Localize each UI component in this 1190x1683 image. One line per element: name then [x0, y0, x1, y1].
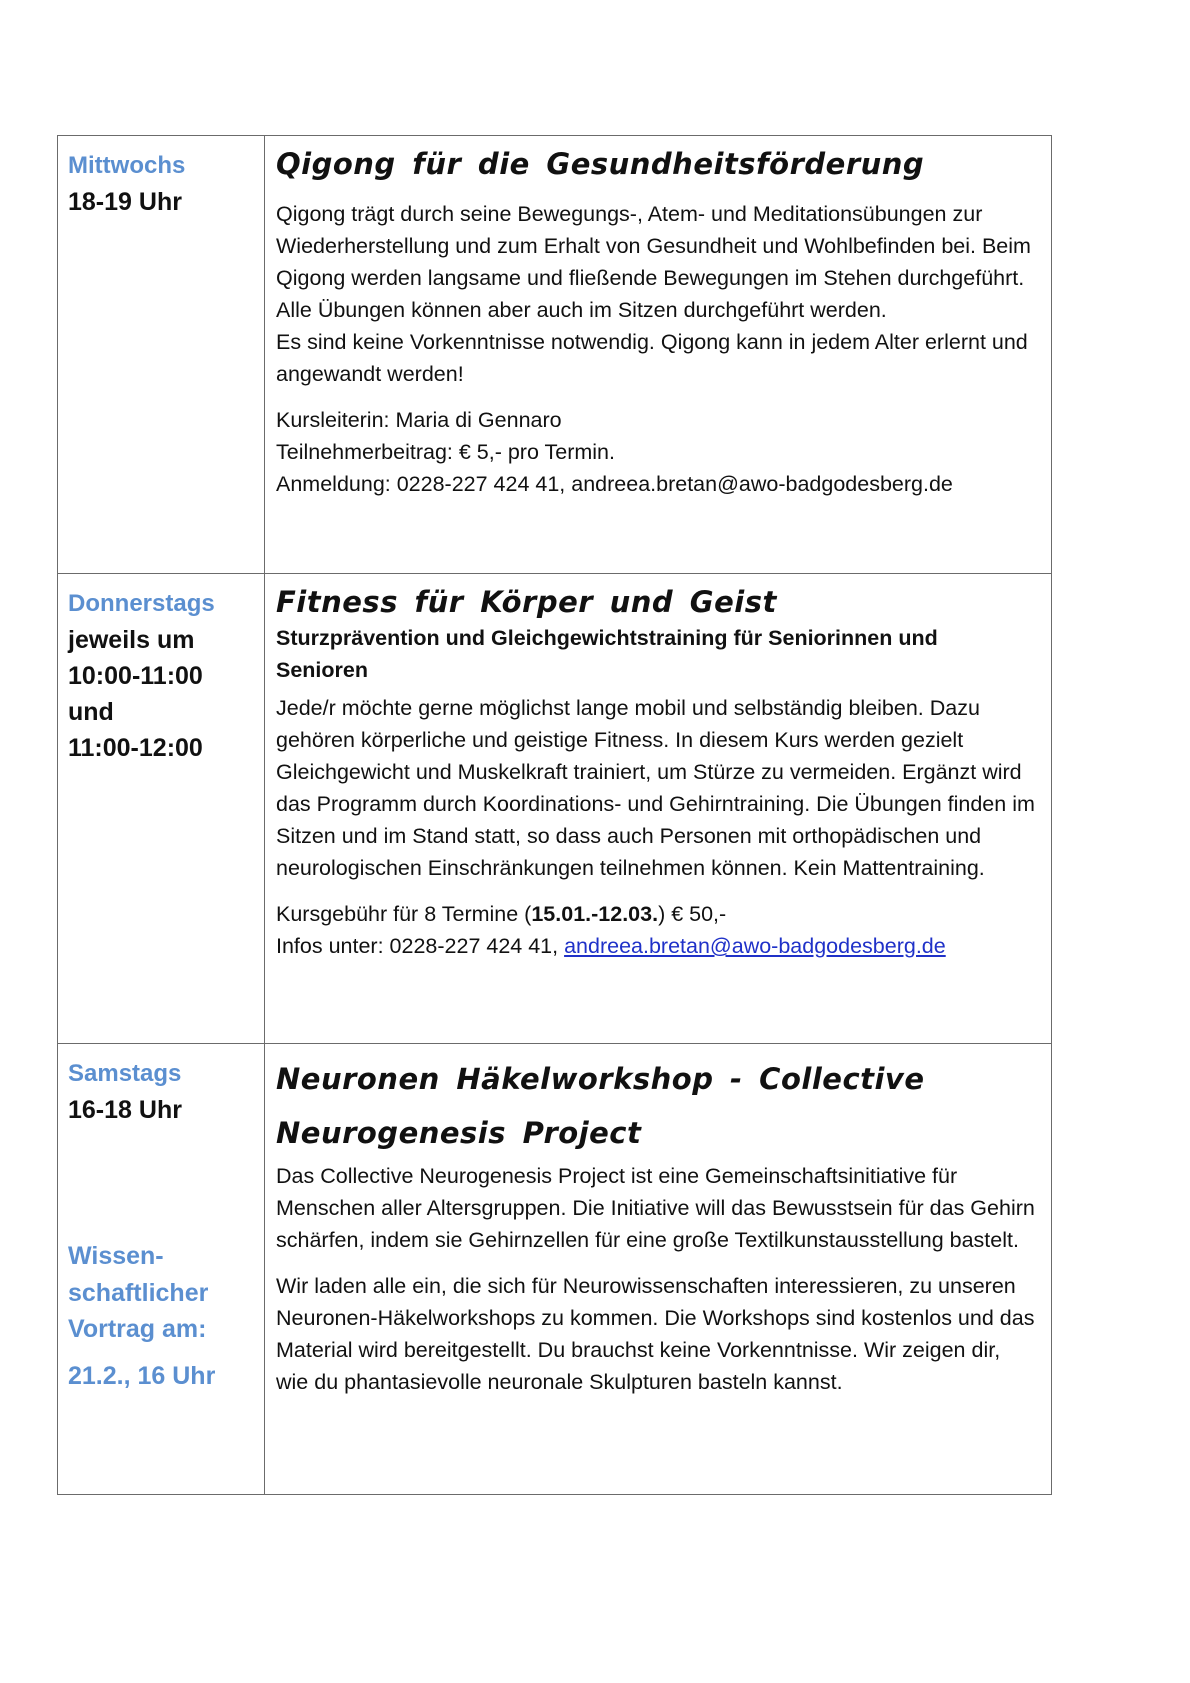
email-link[interactable]: andreea.bretan@awo-badgodesberg.de: [564, 934, 946, 958]
course-fee: Teilnehmerbeitrag: € 5,- pro Termin.: [276, 440, 615, 464]
schedule-cell: [58, 136, 265, 574]
course-time-line: jeweils um: [68, 626, 195, 654]
course-description: Qigong trägt durch seine Bewegungs-, Atem- und Meditationsübungen zur Wiederherstellung und zum Erhalt von Gesundheit und Wohlbefinden bei. Beim Qigong werden langsame und fließende Bewegungen im Stehen durchgeführt. Alle Übungen können aber auch im Sitzen durchgeführt werden.: [276, 202, 1031, 322]
course-info: [276, 930, 1035, 962]
schedule-cell: [58, 1044, 265, 1495]
lecture-label-line: Vortrag am:: [68, 1315, 207, 1343]
course-description-invite: Wir laden alle ein, die sich für Neurowissenschaften interessieren, zu unseren Neuronen-Häkelworkshops zu kommen. Die Workshops sind kostenlos und das Material wird bereitgestellt. Du brauchst keine Vorkenntnisse. Wir zeigen dir, wie du phantasievolle neuronale Skulpturen basteln kannst.: [276, 1274, 1035, 1394]
schedule-cell: [58, 574, 265, 1044]
course-title: Fitness für Körper und Geist: [276, 585, 777, 619]
course-description: Das Collective Neurogenesis Project ist eine Gemeinschaftsinitiative für Menschen aller Altersgruppen. Die Initiative will das Bewusstsein für das Gehirn schärfen, indem sie Gehirnzellen für eine große Textilkunstausstellung bastelt.: [276, 1164, 1035, 1252]
description-cell: [265, 136, 1052, 574]
description-cell: [265, 1044, 1052, 1495]
course-title-line: Neuronen Häkelworkshop - Collective: [276, 1062, 925, 1096]
course-day: Donnerstags: [68, 590, 215, 617]
course-description-note: Es sind keine Vorkenntnisse notwendig. Qigong kann in jedem Alter erlernt und angewandt werden!: [276, 330, 1028, 386]
description-cell: [265, 574, 1052, 1044]
course-instructor: Kursleiterin: Maria di Gennaro: [276, 408, 562, 432]
course-day: Mittwochs: [68, 152, 186, 179]
course-time-line: 11:00-12:00: [68, 734, 203, 762]
lecture-date: 21.2., 16 Uhr: [68, 1361, 216, 1390]
course-fee: [276, 898, 1035, 930]
lecture-label-line: Wissen-: [68, 1242, 164, 1270]
course-time-line: 10:00-11:00: [68, 662, 203, 690]
course-schedule-page: [57, 135, 1051, 1495]
course-row-qigong: [58, 136, 1052, 574]
course-title-line: Neurogenesis Project: [276, 1116, 642, 1150]
course-row-fitness: [58, 574, 1052, 1044]
fee-dates: 15.01.-12.03.: [531, 902, 659, 926]
lecture-label-line: schaftlicher: [68, 1278, 209, 1307]
course-registration: Anmeldung: 0228-227 424 41, andreea.bretan@awo-badgodesberg.de: [276, 472, 953, 496]
course-schedule-table: [57, 135, 1052, 1495]
course-title: Qigong für die Gesundheitsförderung: [276, 147, 925, 181]
course-time-line: und: [68, 698, 114, 726]
course-description: Jede/r möchte gerne möglichst lange mobil und selbständig bleiben. Dazu gehören körperliche und geistige Fitness. In diesem Kurs werden gezielt Gleichgewicht und Muskelkraft trainiert, um Stürze zu vermeiden. Ergänzt wird das Programm durch Koordinations- und Gehirntraining. Die Übungen finden im Sitzen und im Stand statt, so dass auch Personen mit orthopädischen und neurologischen Einschränkungen teilnehmen können. Kein Mattentraining.: [276, 696, 1035, 880]
fee-suffix: ) € 50,-: [658, 902, 727, 926]
course-row-neuronen: [58, 1044, 1052, 1495]
info-prefix: Infos unter: 0228-227 424 41,: [276, 934, 565, 958]
fee-prefix: Kursgebühr für 8 Termine (: [276, 902, 532, 926]
course-subtitle: Sturzprävention und Gleichgewichtstraining für Seniorinnen und Senioren: [276, 626, 938, 682]
course-day: Samstags: [68, 1060, 182, 1087]
course-time: 18-19 Uhr: [68, 188, 182, 216]
course-time: 16-18 Uhr: [68, 1096, 182, 1124]
